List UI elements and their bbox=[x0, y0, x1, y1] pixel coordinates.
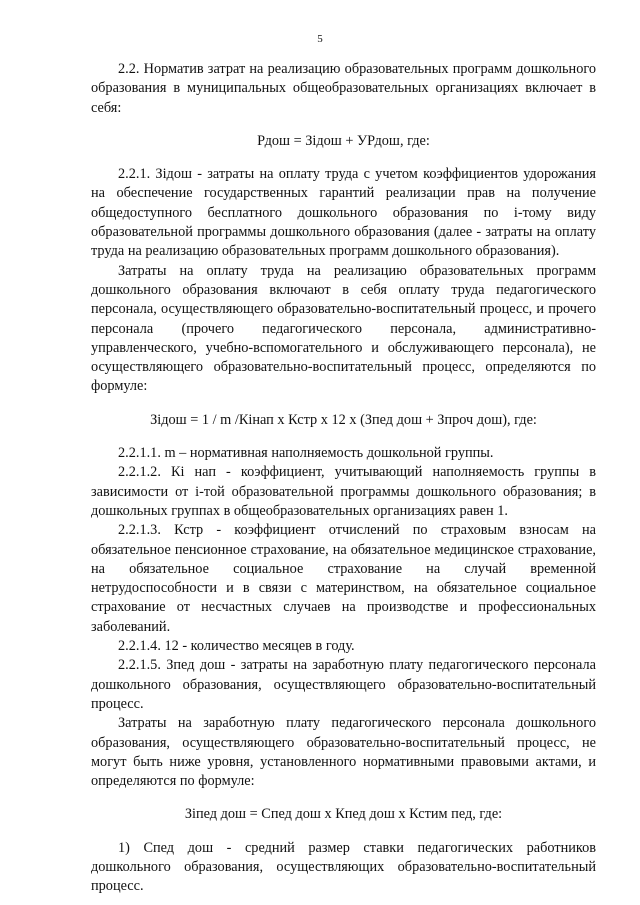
paragraph-2-2-1-1: 2.2.1.1. m – нормативная наполняемость дошкольной группы. bbox=[118, 445, 494, 462]
paragraph-2-2-1-2: 2.2.1.2. Кi нап - коэффициент, учитывающий наполняемость группы в зависимости от i-той образовательной программы дошкольного образования; в дошкольных группах в общеобразовательных организациях равен 1. bbox=[91, 464, 596, 519]
formula-zidosh: Зiдош = 1 / m /Кiнап х Кстр х 12 х (Зпед дош + Зпроч дош), где: bbox=[150, 411, 537, 428]
paragraph-salary-costs: Затраты на заработную плату педагогического персонала дошкольного образования, осуществляющего образовательно-воспитательный процесс, не могут быть ниже уровня, установленного нормативными правовыми актами, и определяются по формуле: bbox=[91, 715, 596, 790]
formula-rdosh: Рдош = Зiдош + УРдош, где: bbox=[257, 132, 430, 149]
document-body bbox=[91, 60, 596, 897]
paragraph-2-2: 2.2. Норматив затрат на реализацию образовательных программ дошкольного образования в муниципальных общеобразовательных организациях включает в себя: bbox=[91, 61, 596, 116]
paragraph-labor-costs: Затраты на оплату труда на реализацию образовательных программ дошкольного образования включают в себя оплату труда педагогического персонала, осуществляющего образовательно-воспитательный процесс, и прочего персонала (прочего педагогического персонала, административно-управленческого, учебно-вспомогательного и обслуживающего персонала), не осуществляющего образовательно-воспитательный процесс, определяются по формуле: bbox=[91, 262, 596, 395]
paragraph-2-2-1-4: 2.2.1.4. 12 - количество месяцев в году. bbox=[118, 638, 355, 655]
paragraph-2-2-1-3: 2.2.1.3. Кстр - коэффициент отчислений по страховым взносам на обязательное пенсионное страхование, на обязательное медицинское страхование, на обязательное социальное страхование на случай временной нетрудоспособности и в связи с материнством, на обязательное социальное страхование от несчастных случаев на производстве и профессиональных заболеваний. bbox=[91, 522, 596, 635]
paragraph-list-item-1: 1) Спед дош - средний размер ставки педагогических работников дошкольного образования, осуществляющих образовательно-воспитательный процесс. bbox=[91, 839, 596, 895]
formula-zipeddosh: Зiпед дош = Спед дош х Кпед дош х Кстим пед, где: bbox=[184, 806, 503, 823]
page-number: 5 bbox=[317, 33, 323, 45]
paragraph-2-2-1-5: 2.2.1.5. Зпед дош - затраты на заработную плату педагогического персонала дошкольного образования, осуществляющего образовательно-воспитательный процесс. bbox=[91, 657, 596, 712]
paragraph-2-2-1: 2.2.1. Зiдош - затраты на оплату труда с учетом коэффициентов удорожания на обеспечение государственных гарантий реализации прав на получение общедоступного бесплатного дошкольного образования по i-тому виду образовательной программы дошкольного образования (далее - затраты на оплату труда на реализацию образовательных программ дошкольного образования). bbox=[91, 166, 596, 260]
